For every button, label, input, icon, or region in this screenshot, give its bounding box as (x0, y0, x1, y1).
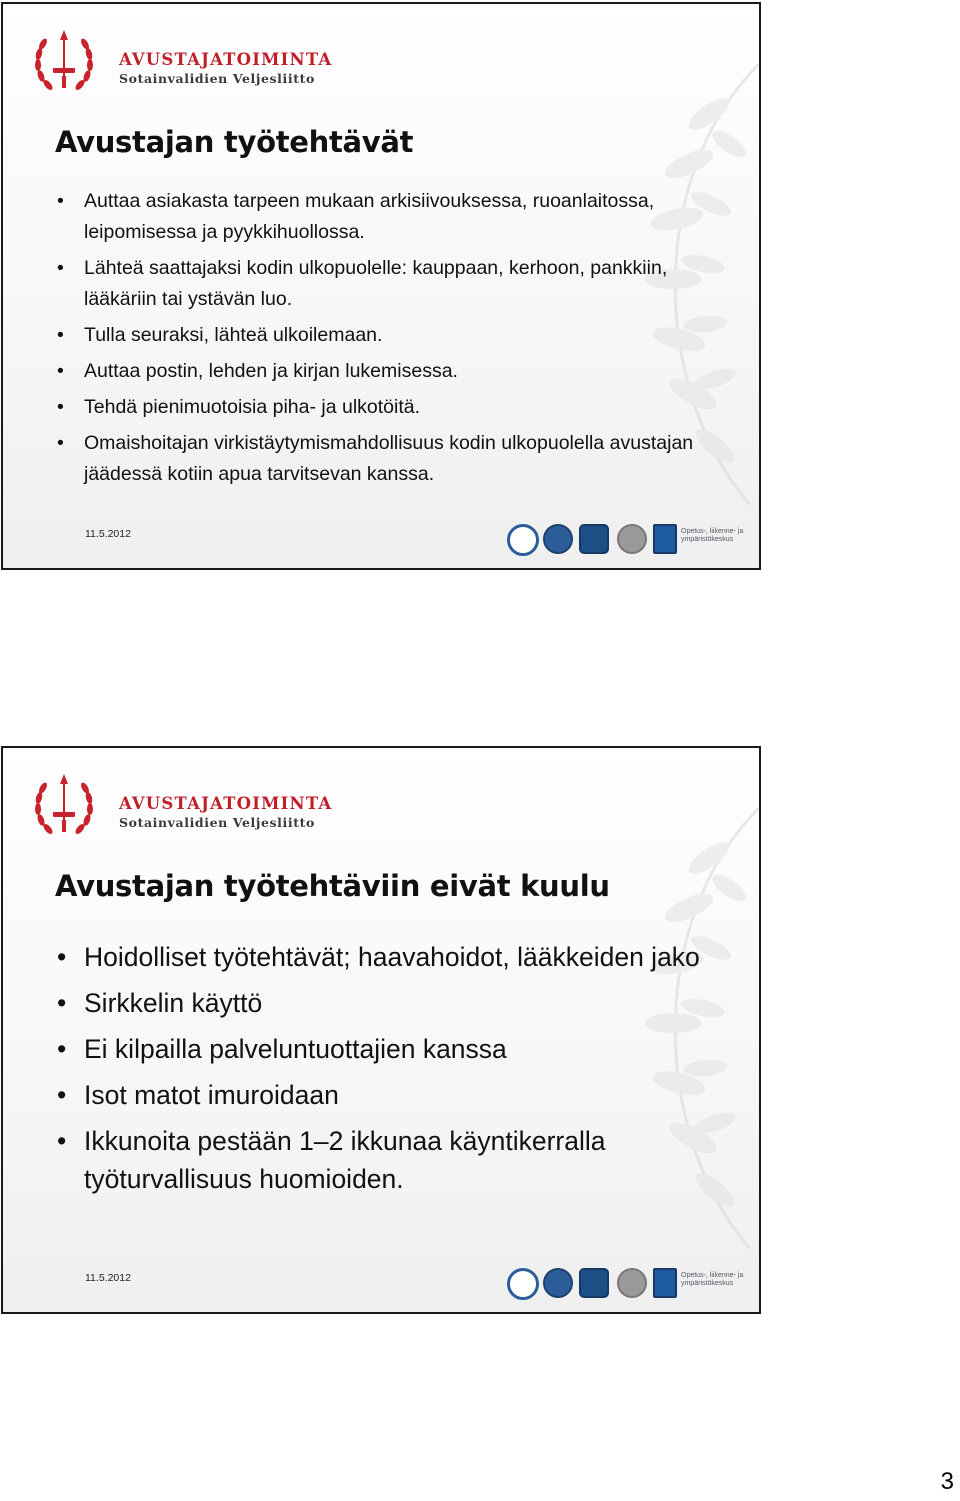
partner-logo-icon (579, 524, 609, 554)
bullet-item: • Isot matot imuroidaan (55, 1076, 745, 1114)
bullet-item: • Auttaa asiakasta tarpeen mukaan arkisiivouksessa, ruoanlaitossa, leipomisessa ja pyykkihuollossa. (55, 186, 745, 248)
partner-logo-text (681, 528, 743, 544)
brand-name: AVUSTAJATOIMINTA (119, 794, 333, 813)
partner-logo-line: ympäristökeskus (681, 1280, 734, 1287)
bullet-item: • Tehdä pienimuotoisia piha- ja ulkotöitä. (55, 392, 745, 423)
bullet-item: • Ei kilpailla palveluntuottajien kanssa (55, 1030, 745, 1068)
slide-date: 11.5.2012 (85, 528, 131, 540)
slide-1 (1, 2, 761, 570)
slide-date: 11.5.2012 (85, 1272, 131, 1284)
partner-logo-text (681, 1272, 743, 1288)
page-number: 3 (940, 1468, 954, 1495)
partner-logo-line: ympäristökeskus (681, 536, 734, 543)
partner-logo-line: Opetus-, liikenne- ja (681, 528, 744, 535)
sotainvalidit-emblem-icon (29, 768, 99, 840)
sotainvalidit-emblem-icon (29, 24, 99, 96)
bullet-list (55, 938, 745, 1206)
partner-logo-icon (543, 524, 573, 554)
bullet-item: • Ikkunoita pestään 1–2 ikkunaa käyntikerralla työturvallisuus huomioiden. (55, 1122, 745, 1198)
bullet-list (55, 186, 745, 495)
partner-logos (503, 1264, 743, 1300)
partner-logo-icon (507, 1268, 539, 1300)
partner-logo-icon (617, 1268, 647, 1298)
bullet-item: • Tulla seuraksi, lähteä ulkoilemaan. (55, 320, 745, 351)
partner-logo-icon (507, 524, 539, 556)
slide-title: Avustajan työtehtävät (55, 125, 414, 159)
bullet-item: • Omaishoitajan virkistäytymismahdollisuus kodin ulkopuolella avustajan jäädessä kotiin apua tarvitsevan kanssa. (55, 428, 745, 490)
slide-2 (1, 746, 761, 1314)
partner-logo-icon (543, 1268, 573, 1298)
bullet-item: • Sirkkelin käyttö (55, 984, 745, 1022)
partner-logo-icon (617, 524, 647, 554)
partner-logo-line: Opetus-, liikenne- ja (681, 1272, 744, 1279)
partner-logo-icon (579, 1268, 609, 1298)
bullet-item: • Lähteä saattajaksi kodin ulkopuolelle: kauppaan, kerhoon, pankkiin, lääkäriin tai ystävän luo. (55, 253, 745, 315)
brand-header (29, 768, 359, 840)
brand-header (29, 24, 359, 96)
bullet-item: • Auttaa postin, lehden ja kirjan lukemisessa. (55, 356, 745, 387)
brand-subtitle: Sotainvalidien Veljesliitto (119, 815, 315, 830)
slide-title: Avustajan työtehtäviin eivät kuulu (55, 869, 610, 903)
partner-logos (503, 520, 743, 556)
brand-name: AVUSTAJATOIMINTA (119, 50, 333, 69)
partner-logo-icon (653, 1268, 677, 1298)
bullet-item: • Hoidolliset työtehtävät; haavahoidot, lääkkeiden jako (55, 938, 745, 976)
partner-logo-icon (653, 524, 677, 554)
brand-subtitle: Sotainvalidien Veljesliitto (119, 71, 315, 86)
